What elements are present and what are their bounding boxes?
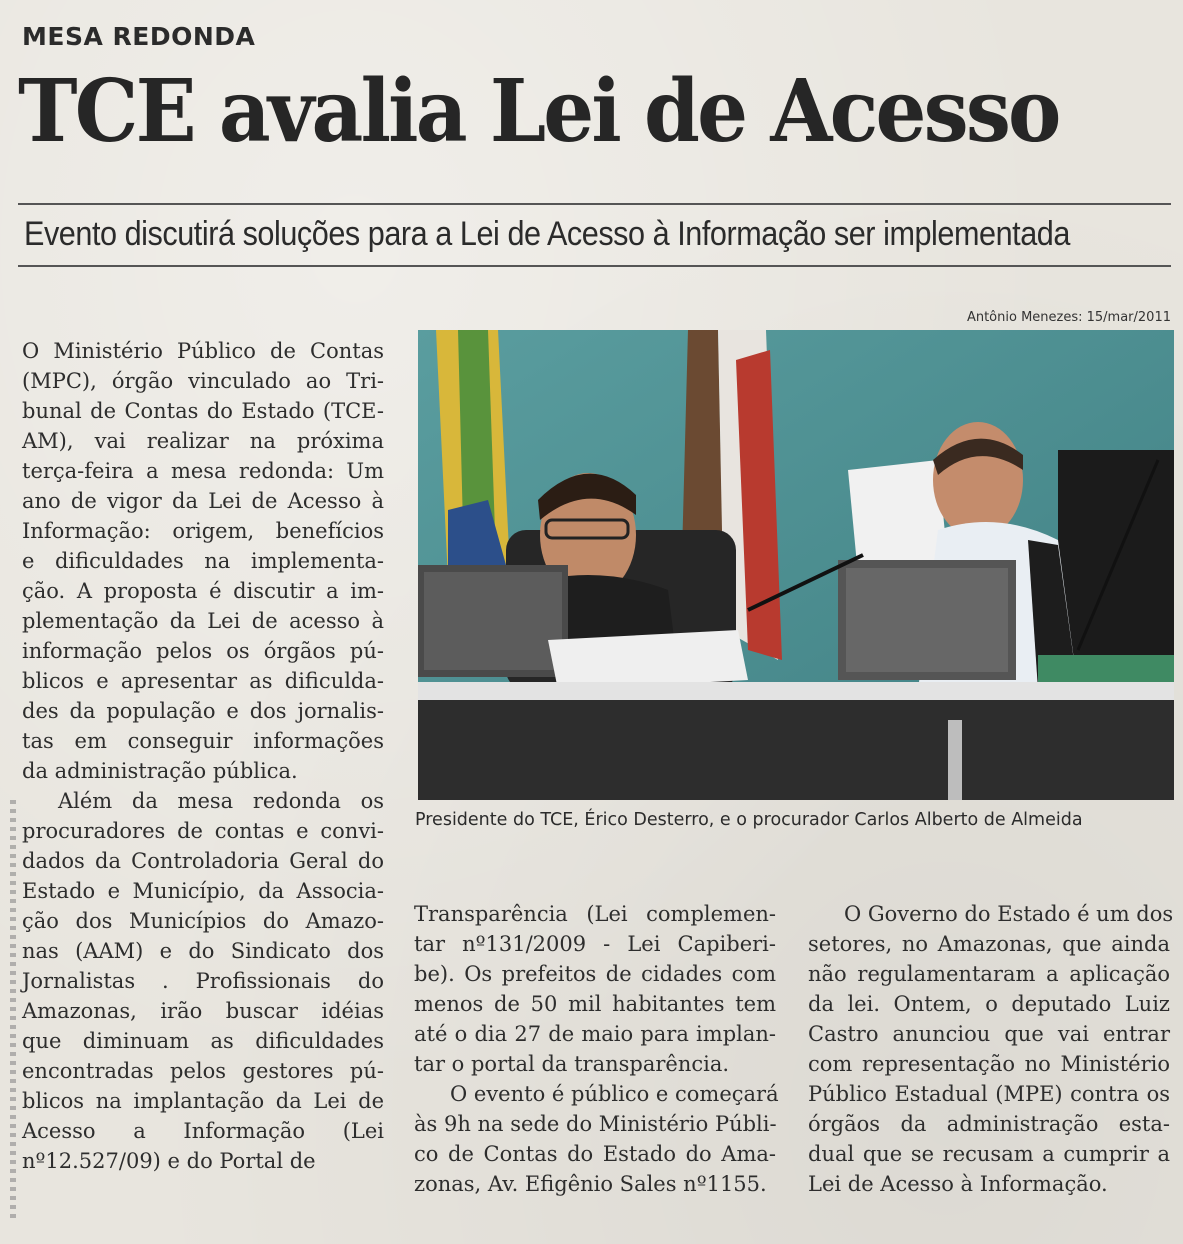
- text-line: às 9h na sede do Ministério Públi-: [414, 1112, 777, 1136]
- text-line: AM), vai realizar na próxima: [22, 429, 384, 453]
- text-line: Castro anunciou que vai entrar: [808, 1022, 1170, 1046]
- text-line: co de Contas do Estado do Ama-: [414, 1142, 776, 1166]
- text-line: dados da Controladoria Geral do: [22, 849, 384, 873]
- text-line: Além da mesa redonda os: [58, 789, 384, 813]
- text-line: informação pelos os órgãos pú-: [22, 639, 384, 663]
- text-line: que diminuam as dificuldades: [22, 1029, 384, 1053]
- text-line: Amazonas, irão buscar idéias: [22, 999, 384, 1023]
- article-column-2: [414, 899, 779, 1199]
- photo-credit: Antônio Menezes: 15/mar/2011: [966, 310, 1171, 325]
- text-line: da lei. Ontem, o deputado Luiz: [808, 992, 1170, 1016]
- article-column-1: [22, 336, 384, 1176]
- text-line: blicos na implantação da Lei de: [22, 1089, 384, 1113]
- text-line: até o dia 27 de maio para implan-: [414, 1022, 776, 1046]
- article-column-3: [808, 899, 1174, 1199]
- photo-illustration: [418, 330, 1174, 800]
- text-line: encontradas pelos gestores pú-: [22, 1059, 384, 1083]
- text-line: zonas, Av. Efigênio Sales nº1155.: [414, 1172, 767, 1196]
- text-line: Jornalistas . Profissionais do: [22, 969, 384, 993]
- text-line: O Ministério Público de Contas: [22, 339, 384, 363]
- deck-subtitle: Evento discutirá soluções para a Lei de Acesso à Informação ser implementada: [24, 215, 1070, 253]
- text-line: com representação no Ministério: [808, 1052, 1170, 1076]
- text-line: ano de vigor da Lei de Acesso à: [22, 489, 384, 513]
- text-line: Público Estadual (MPE) contra os: [808, 1082, 1170, 1106]
- text-line: ção. A proposta é discutir a im-: [22, 579, 384, 603]
- text-line: órgãos da administração esta-: [808, 1112, 1170, 1136]
- text-line: plementação da Lei de acesso à: [22, 609, 384, 633]
- article-photo: [418, 330, 1174, 800]
- text-line: blicos e apresentar as dificulda-: [22, 669, 384, 693]
- text-line: Estado e Município, da Associa-: [22, 879, 384, 903]
- text-line: be). Os prefeitos de cidades com: [414, 962, 776, 986]
- text-line: tas em conseguir informações: [22, 729, 384, 753]
- text-line: da administração pública.: [22, 759, 298, 783]
- text-line: Lei de Acesso à Informação.: [808, 1172, 1108, 1196]
- text-line: terça-feira a mesa redonda: Um: [22, 459, 384, 483]
- deck-top-rule: [18, 203, 1171, 205]
- text-line: procuradores de contas e convi-: [22, 819, 384, 843]
- text-line: tar nº131/2009 - Lei Capiberi-: [414, 932, 776, 956]
- text-line: não regulamentaram a aplicação: [808, 962, 1170, 986]
- text-line: dual que se recusam a cumprir a: [808, 1142, 1170, 1166]
- text-line: e dificuldades na implementa-: [22, 549, 384, 573]
- text-line: des da população e dos jornalis-: [22, 699, 384, 723]
- text-line: tar o portal da transparência.: [414, 1052, 730, 1076]
- photo-caption: Presidente do TCE, Érico Desterro, e o procurador Carlos Alberto de Almeida: [415, 810, 1083, 830]
- text-line: O Governo do Estado é um dos: [844, 902, 1174, 926]
- text-line: Transparência (Lei complemen-: [414, 902, 776, 926]
- text-line: menos de 50 mil habitantes tem: [414, 992, 776, 1016]
- section-kicker: MESA REDONDA: [22, 22, 256, 51]
- deck-bottom-rule: [18, 265, 1171, 267]
- text-line: (MPC), órgão vinculado ao Tri-: [22, 369, 384, 393]
- text-line: Informação: origem, benefícios: [22, 519, 384, 543]
- text-line: O evento é público e começará: [450, 1082, 779, 1106]
- text-line: nas (AAM) e do Sindicato dos: [22, 939, 384, 963]
- text-line: bunal de Contas do Estado (TCE-: [22, 399, 384, 423]
- text-line: setores, no Amazonas, que ainda: [808, 932, 1170, 956]
- page-edge-texture: [10, 800, 16, 1220]
- text-line: Acesso a Informação (Lei: [22, 1119, 384, 1143]
- text-line: ção dos Municípios do Amazo-: [22, 909, 384, 933]
- text-line: nº12.527/09) e do Portal de: [22, 1149, 316, 1173]
- headline: TCE avalia Lei de Acesso: [18, 61, 1059, 162]
